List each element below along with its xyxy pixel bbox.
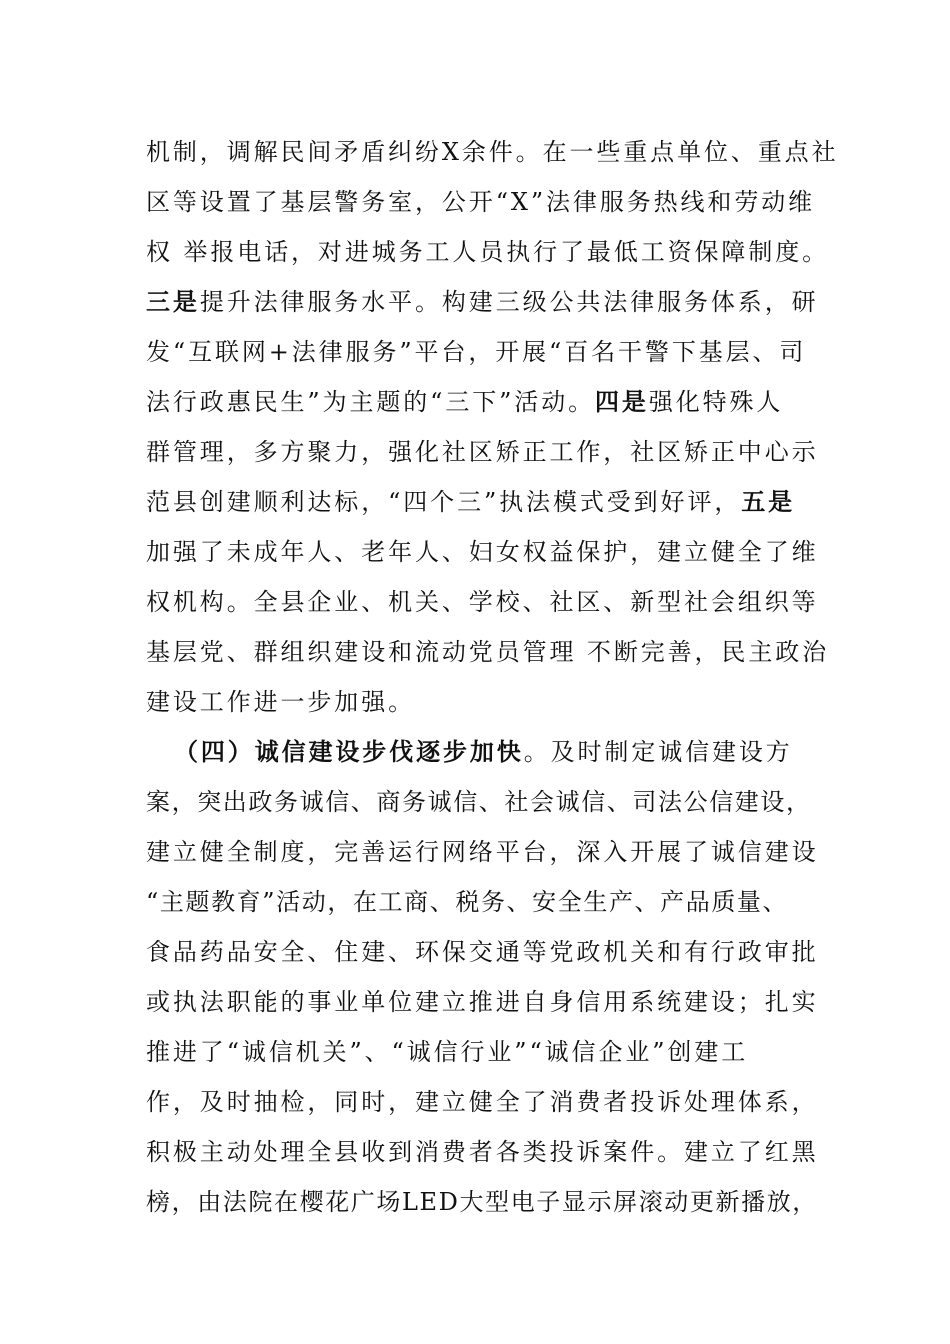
text-segment: 区等设置了基层警务室，公开“X”法律服务热线和劳动维 (146, 188, 816, 216)
text-segment: 机制，调解民间矛盾纠纷X余件。在一些重点单位、重点社 (146, 138, 839, 166)
text-segment: 案，突出政务诚信、商务诚信、社会诚信、司法公信建设， (146, 788, 812, 816)
text-line (146, 277, 819, 327)
text-line (146, 927, 819, 977)
text-line (146, 377, 808, 427)
text-segment: 积极主动处理全县收到消费者各类投诉案件。建立了红黑 (146, 1138, 819, 1166)
document-body (146, 127, 839, 1227)
text-segment: 加强了未成年人、老年人、妇女权益保护，建立健全了维 (146, 538, 819, 566)
text-segment: 作，及时抽检，同时，建立健全了消费者投诉处理体系， (146, 1088, 819, 1116)
text-line (146, 727, 808, 777)
text-segment: 提升法律服务水平。构建三级公共法律服务体系，研 (199, 288, 819, 316)
text-line (146, 777, 812, 827)
text-line (146, 877, 808, 927)
text-segment: 建设工作进一步加强。 (146, 688, 415, 716)
text-line (146, 827, 819, 877)
text-segment: 建立健全制度，完善运行网络平台，深入开展了诚信建设 (146, 838, 819, 866)
text-segment: 基层党、群组织建设和流动党员管理 不断完善，民主政治 (146, 638, 830, 666)
text-line (146, 227, 830, 277)
text-segment: 或执法职能的事业单位建立推进自身信用系统建设；扎实 (146, 988, 819, 1016)
text-line (146, 527, 819, 577)
bold-text-segment: 四是 (595, 388, 649, 416)
text-line (146, 627, 830, 677)
text-segment: 发“互联网+法律服务”平台，开展“百名干警下基层、司 (146, 338, 807, 366)
text-segment: 食品药品安全、住建、环保交通等党政机关和有行政审批 (146, 938, 819, 966)
text-segment: 。及时制定诚信建设方 (523, 738, 793, 766)
text-segment: 榜，由法院在樱花广场LED大型电子显示屏滚动更新播放， (146, 1188, 818, 1216)
text-line (146, 1027, 808, 1077)
text-line (146, 427, 819, 477)
text-line (146, 1127, 819, 1177)
bold-text-segment: 三是 (146, 288, 200, 316)
text-segment: “主题教育”活动，在工商、税务、安全生产、产品质量、 (146, 888, 789, 916)
text-line (146, 127, 839, 177)
text-line (146, 477, 808, 527)
text-segment: 权 举报电话，对进城务工人员执行了最低工资保障制度。 (146, 238, 830, 266)
text-line (146, 327, 808, 377)
text-segment: 群管理，多方聚力，强化社区矫正工作，社区矫正中心示 (146, 438, 819, 466)
text-line (146, 677, 808, 727)
text-segment: 权机构。全县企业、机关、学校、社区、新型社会组织等 (146, 588, 819, 616)
text-line (146, 1177, 818, 1227)
text-segment: 法行政惠民生”为主题的“三下”活动。 (146, 388, 596, 416)
text-line (146, 977, 819, 1027)
text-segment: 范县创建顺利达标，“四个三”执法模式受到好评， (146, 488, 742, 516)
text-segment: 推进了“诚信机关”、“诚信行业”“诚信企业”创建工 (146, 1038, 749, 1066)
text-segment: 强化特殊人 (648, 388, 784, 416)
bold-text-segment: 五是 (741, 488, 796, 516)
text-line (146, 1077, 819, 1127)
text-line (146, 177, 816, 227)
text-line (146, 577, 819, 627)
bold-text-segment: （四）诚信建设步伐逐步加快 (174, 738, 524, 766)
